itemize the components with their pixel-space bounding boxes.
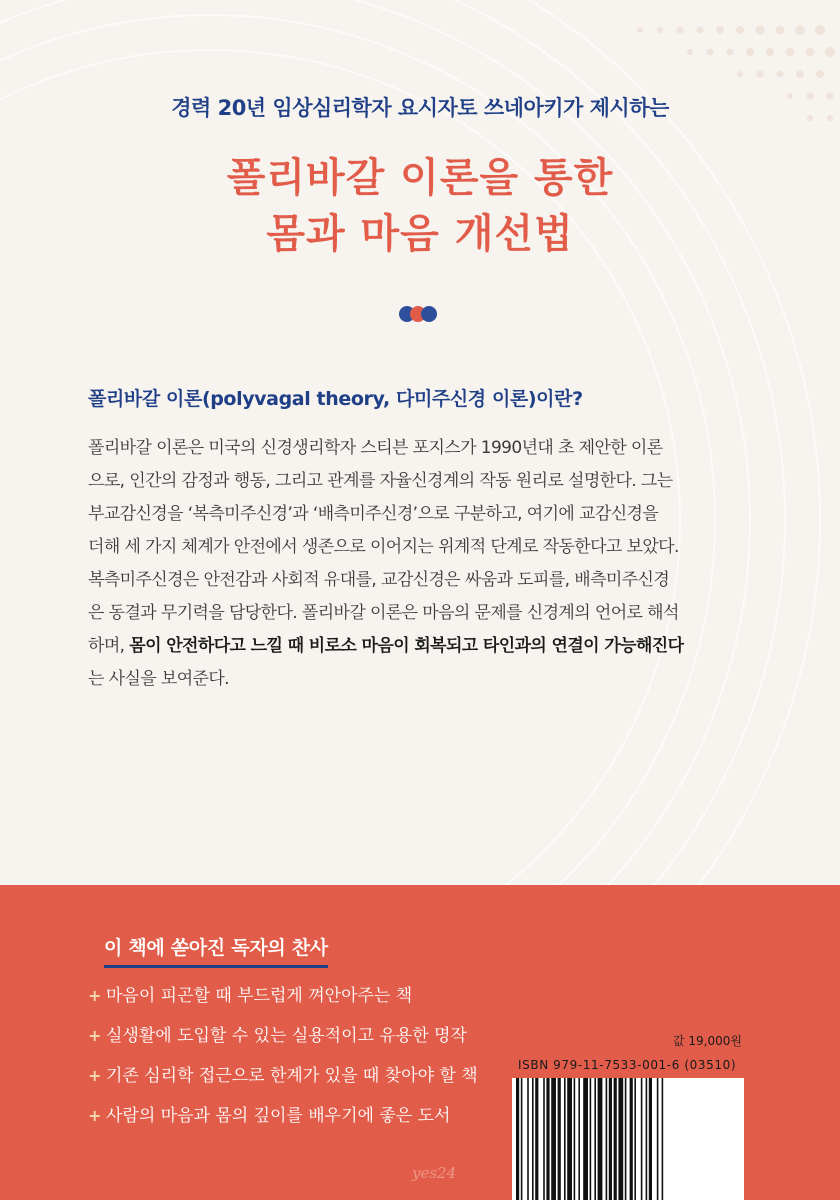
description-line: 복측미주신경은 안전감과 사회적 유대를, 교감신경은 싸움과 도피를, 배측미주신경 xyxy=(88,570,670,590)
praise-text: 사람의 마음과 몸의 깊이를 배우기에 좋은 도서 xyxy=(106,1106,451,1126)
price-label: 값 19,000원 xyxy=(673,1034,742,1048)
praise-text: 마음이 피곤할 때 부드럽게 껴안아주는 책 xyxy=(106,986,413,1006)
barcode-graphic xyxy=(512,1078,744,1200)
watermark: yes24 xyxy=(412,1164,457,1182)
plus-icon: + xyxy=(88,1026,102,1045)
barcode xyxy=(512,1078,744,1200)
book-title-line-1: 폴리바갈 이론을 통한 xyxy=(226,154,614,201)
section-heading: 폴리바갈 이론(polyvagal theory, 다미주신경 이론)이란? xyxy=(88,388,583,410)
isbn-label: ISBN 979-11-7533-001-6 (03510) xyxy=(518,1058,737,1072)
plus-icon: + xyxy=(88,1066,102,1085)
plus-icon: + xyxy=(88,1106,102,1125)
book-title-line-2: 몸과 마음 개선법 xyxy=(266,210,574,257)
ornament-dot xyxy=(421,306,437,322)
praise-title: 이 책에 쏟아진 독자의 찬사 xyxy=(104,933,328,968)
dots-ornament xyxy=(399,306,443,322)
description-line xyxy=(88,630,758,663)
plus-icon: + xyxy=(88,986,102,1005)
book-subtitle: 경력 20년 임상심리학자 요시자토 쓰네아키가 제시하는 xyxy=(171,96,669,120)
description-line: 폴리바갈 이론은 미국의 신경생리학자 스티븐 포지스가 1990년대 초 제안한 이론 xyxy=(88,438,663,458)
description-line: 으로, 인간의 감정과 행동, 그리고 관계를 자율신경계의 작동 원리로 설명한다. 그는 xyxy=(88,471,673,491)
emphasis-text: 몸이 안전하다고 느낄 때 비로소 마음이 회복되고 타인과의 연결이 가능해진다 xyxy=(129,636,684,656)
description-text: 하며, xyxy=(88,636,130,656)
description-line: 는 사실을 보여준다. xyxy=(88,669,229,689)
description-line: 은 동결과 무기력을 담당한다. 폴리바갈 이론은 마음의 문제를 신경계의 언어로 해석 xyxy=(88,603,679,623)
description-body xyxy=(88,432,758,696)
description-line: 부교감신경을 ‘복측미주신경’과 ‘배측미주신경’으로 구분하고, 여기에 교감신경을 xyxy=(88,504,659,524)
description-line: 더해 세 가지 체계가 안전에서 생존으로 이어지는 위계적 단계로 작동한다고 보았다. xyxy=(88,537,679,557)
praise-text: 기존 심리학 접근으로 한계가 있을 때 찾아야 할 책 xyxy=(106,1066,478,1086)
praise-text: 실생활에 도입할 수 있는 실용적이고 유용한 명작 xyxy=(106,1026,467,1046)
